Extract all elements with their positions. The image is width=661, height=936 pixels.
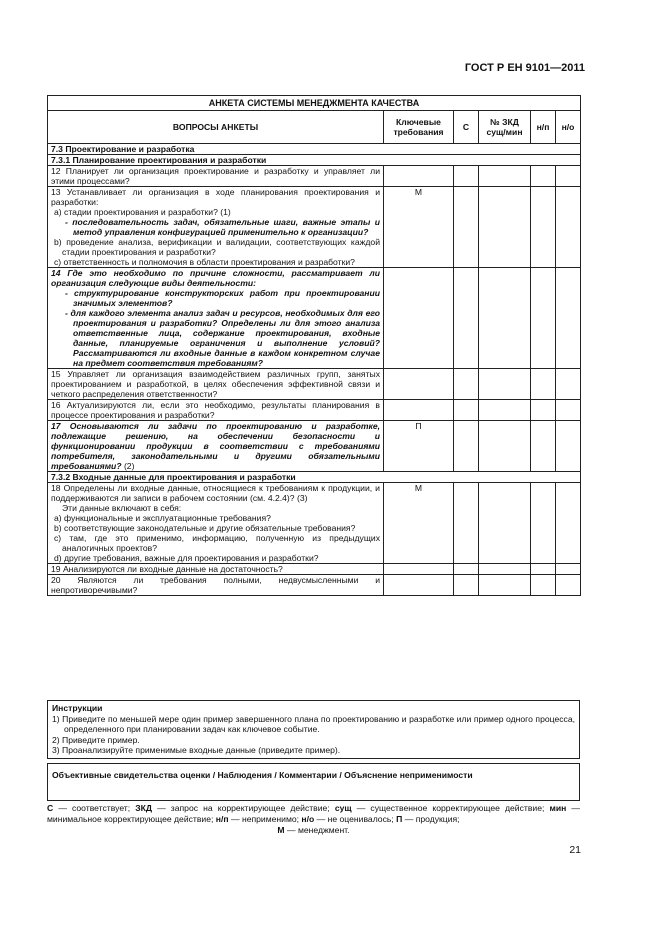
table-row	[48, 400, 581, 421]
legend-c-abbr: С	[47, 803, 54, 813]
section-heading: 7.3 Проектирование и разработка	[48, 144, 581, 155]
legend-sush-abbr: сущ	[334, 803, 352, 813]
col-key-requirements-header: Ключевые требования	[384, 111, 454, 144]
question-14-d1: - структурирование конструкторских работ при проектировании значимых элементов?	[65, 288, 380, 308]
col-questions-header: ВОПРОСЫ АНКЕТЫ	[48, 111, 384, 144]
legend-no-text: — не оценивалось;	[314, 814, 397, 824]
question-18-intro: Эти данные включают в себя:	[62, 503, 182, 513]
page-number: 21	[569, 844, 581, 856]
legend-zkd-abbr: ЗКД	[135, 803, 152, 813]
table-row	[48, 369, 581, 400]
question-13-text: 13 Устанавливает ли организация в ходе планирования проектирования и разработки:	[51, 187, 380, 207]
table-header-row	[48, 111, 581, 144]
table-row	[48, 268, 581, 369]
question-17-ref: (2)	[121, 461, 135, 471]
subsection-heading-7-3-1: 7.3.1 Планирование проектирования и разработки	[48, 155, 581, 166]
legend-m-abbr: М	[277, 825, 285, 835]
question-18-b: b) соответствующие законодательные и другие обязательные требования?	[54, 523, 356, 533]
table-row	[48, 421, 581, 472]
instruction-2: 2) Приведите пример.	[52, 734, 140, 745]
legend-min-abbr: мин	[549, 803, 567, 813]
question-15: 15 Управляет ли организация взаимодействием различных групп, занятых проектированием и разработкой, в целях обеспечения эффективной связи и четкого распределения ответственности?	[48, 369, 384, 400]
question-18-c: c) там, где это применимо, информацию, полученную из предыдущих аналогичных проектов?	[54, 533, 380, 553]
col-np-header: н/п	[531, 111, 556, 144]
question-17	[48, 421, 384, 472]
legend-p-abbr: П	[396, 814, 403, 824]
subsection-heading-7-3-2: 7.3.2 Входные данные для проектирования и разработки	[48, 472, 581, 483]
table-row	[48, 166, 581, 187]
question-13	[48, 187, 384, 268]
table-row	[48, 187, 581, 268]
instructions-box	[47, 700, 580, 759]
legend-np-text: — неприменимо;	[228, 814, 302, 824]
legend-no-abbr: н/о	[301, 814, 315, 824]
col-c-header: С	[454, 111, 479, 144]
question-12: 12 Планирует ли организация проектирование и разработку и управляет ли этими процессами?	[48, 166, 384, 187]
document-code: ГОСТ Р ЕН 9101—2011	[464, 62, 585, 74]
question-18	[48, 483, 384, 564]
table-title: АНКЕТА СИСТЕМЫ МЕНЕДЖМЕНТА КАЧЕСТВА	[48, 96, 581, 111]
question-14-text: 14 Где это необходимо по причине сложности, рассматривает ли организация следующие виды деятельности:	[51, 268, 380, 288]
question-13-b: b) проведение анализа, верификации и валидации, соответствующих каждой стадии проектирования и разработки?	[54, 237, 380, 257]
question-18-key-requirement: М	[384, 483, 454, 564]
table-row	[48, 483, 581, 564]
legend-min-text: — минимальное корректирующее действие;	[47, 803, 581, 824]
question-13-a: a) стадии проектирования и разработки? (1)	[54, 207, 231, 217]
abbreviations-legend	[47, 803, 580, 836]
question-13-key-requirement: М	[384, 187, 454, 268]
question-14-d2: - для каждого элемента анализ задач и ресурсов, необходимых для его проектирования и разработки? Определены ли для этого анализа ответственные лица, содержание проектирования, входные данные, планируемые ограничения и выполнение условий? Рассматриваются ли входные данные в каждом конкретном случае на предмет соответствия требованиям?	[65, 308, 380, 368]
table-row	[48, 564, 581, 575]
question-13-a-dash: - последовательность задач, обязательные шаги, важные этапы и метод управления конфигурацией применительно к организации?	[65, 217, 380, 237]
question-20: 20 Являются ли требования полными, недвусмысленными и непротиворечивыми?	[48, 575, 384, 596]
col-no-header: н/о	[556, 111, 581, 144]
legend-np-abbr: н/п	[215, 814, 229, 824]
table-row	[48, 575, 581, 596]
question-18-a: a) функциональные и эксплуатационные требования?	[54, 513, 271, 523]
question-16: 16 Актуализируются ли, если это необходимо, результаты планирования в процессе проектирования и разработки?	[48, 400, 384, 421]
instructions-title: Инструкции	[52, 703, 103, 713]
questionnaire-table	[47, 95, 581, 596]
question-17-text: 17 Основываются ли задачи по проектированию и разработке, подлежащие решению, на обеспечении безопасности и функционировании продукции в соответствии с требованиями потребителя, законодательными и другими обязательными требованиями?	[51, 421, 380, 471]
question-14	[48, 268, 384, 369]
legend-p-text: — продукция;	[402, 814, 460, 824]
legend-sush-text: — существенное корректирующее действие;	[351, 803, 550, 813]
question-13-c: c) ответственность и полномочия в области проектирования и разработки?	[54, 257, 355, 267]
evidence-box	[47, 763, 580, 801]
question-17-key-requirement: П	[384, 421, 454, 472]
legend-m-text: — менеджмент.	[284, 825, 350, 835]
question-18-d: d) другие требования, важные для проектирования и разработки?	[54, 553, 319, 563]
evidence-title: Объективные свидетельства оценки / Наблюдения / Комментарии / Объяснение неприменимости	[48, 764, 580, 801]
instruction-3: 3) Проанализируйте применимые входные данные (приведите пример).	[52, 745, 341, 755]
question-18-text: 18 Определены ли входные данные, относящиеся к требованиям к продукции, и поддерживаются ли записи в рабочем состоянии (см. 4.2.4)? (3)	[51, 483, 380, 503]
legend-c-text: — соответствует;	[53, 803, 136, 813]
col-zkd-header: № ЗКД сущ/мин	[479, 111, 531, 144]
legend-zkd-text: — запрос на корректирующее действие;	[152, 803, 335, 813]
question-19: 19 Анализируются ли входные данные на достаточность?	[48, 564, 384, 575]
instruction-1: 1) Приведите по меньшей мере один пример завершенного плана по проектированию и разработке или пример одного процесса, определенного при планировании задач как ключевое событие.	[52, 713, 575, 734]
